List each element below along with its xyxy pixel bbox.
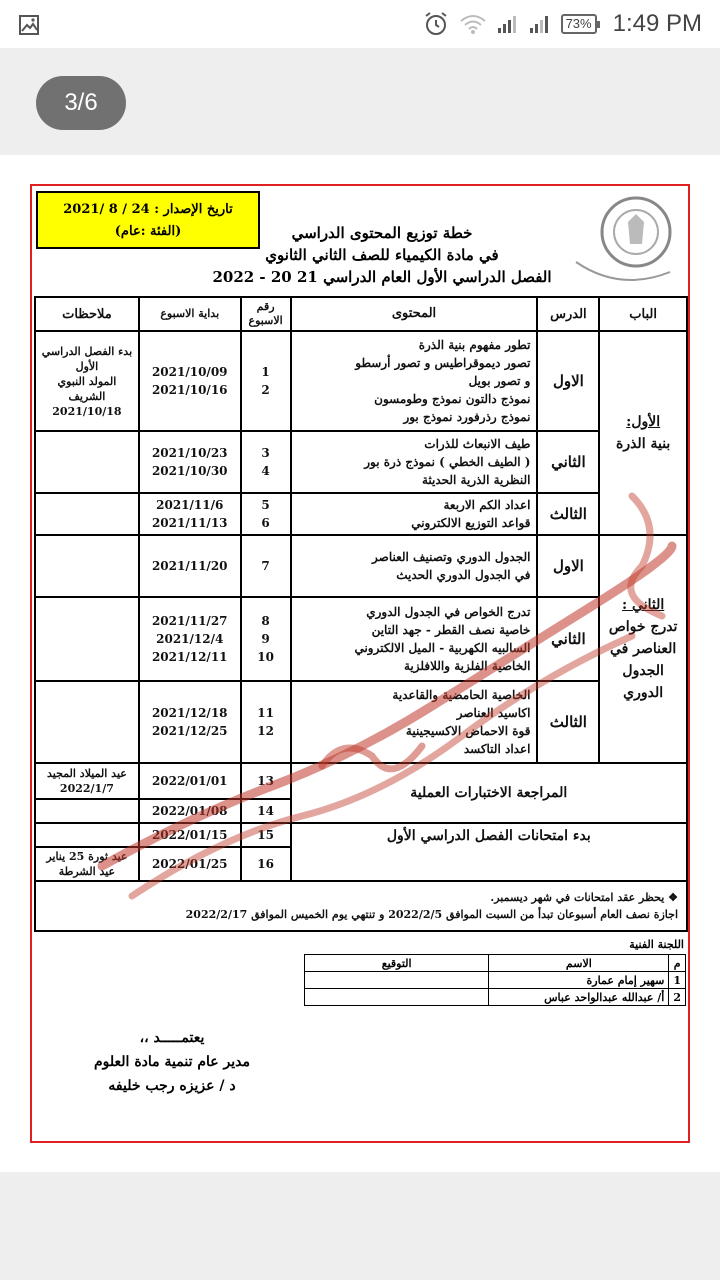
week-date: 2021/11/20 bbox=[151, 559, 228, 573]
content-cell bbox=[291, 493, 538, 535]
lesson-cell: الاول bbox=[537, 535, 599, 597]
week-cell bbox=[241, 681, 291, 763]
week-number: 3 bbox=[261, 446, 270, 460]
page-indicator[interactable]: 3/6 bbox=[36, 76, 126, 130]
category: (الفئة :عام) bbox=[114, 224, 182, 239]
unit-name: الأول: bbox=[626, 414, 661, 430]
week-number: 7 bbox=[261, 559, 270, 573]
content-line: خاصية نصف القطر - جهد التاين bbox=[371, 623, 531, 637]
signal-icon bbox=[497, 14, 519, 34]
member-signature bbox=[305, 989, 489, 1006]
notes-cell bbox=[35, 847, 139, 881]
table-row bbox=[35, 597, 687, 681]
week-date: 2021/11/27 bbox=[151, 614, 228, 628]
date-cell bbox=[139, 331, 241, 431]
unit-topic: تدرج خواص العناصر في الجدول الدوري bbox=[608, 619, 678, 701]
week-number: 2 bbox=[261, 383, 270, 397]
content-line: و تصور بويل bbox=[468, 374, 531, 388]
alarm-icon bbox=[423, 11, 449, 37]
content-line: نموذج دالتون نموذج وطومسون bbox=[374, 392, 531, 406]
review-title: المراجعة الاختبارات العملية bbox=[291, 763, 687, 823]
week-date: 2021/10/30 bbox=[151, 464, 228, 478]
title-line: في مادة الكيمياء للصف الثاني الثانوي bbox=[265, 246, 499, 264]
committee-header-name: الاسم bbox=[489, 955, 669, 972]
week-number: 8 bbox=[261, 614, 270, 628]
week-cell bbox=[241, 431, 291, 493]
signature-line: د / عزيزه رجب خليفه bbox=[108, 1078, 236, 1094]
unit-name: الثاني : bbox=[622, 597, 665, 613]
title-line: خطة توزيع المحتوى الدراسي bbox=[291, 224, 473, 242]
notes-cell bbox=[35, 799, 139, 823]
document-page[interactable] bbox=[0, 155, 720, 1172]
date-cell bbox=[139, 597, 241, 681]
note-line: بدء الفصل الدراسي bbox=[41, 344, 133, 358]
week-cell bbox=[241, 597, 291, 681]
date-cell bbox=[139, 681, 241, 763]
footnote-line: اجازة نصف العام أسبوعان تبدأ من السبت الموافق 2022/2/5 و تنتهي يوم الخميس الموافق 2022/2/17 bbox=[185, 908, 678, 921]
committee-table bbox=[304, 954, 686, 1006]
table-row bbox=[35, 331, 687, 431]
committee-header-num: م bbox=[669, 955, 686, 972]
lesson-cell: الثاني bbox=[537, 431, 599, 493]
date-cell: 2022/01/01 bbox=[139, 763, 241, 799]
content-line: قواعد التوزيع الالكتروني bbox=[411, 516, 531, 530]
date-cell: 2022/01/25 bbox=[139, 847, 241, 881]
content-line: تطور مفهوم بنية الذرة bbox=[418, 338, 531, 352]
member-num: 1 bbox=[669, 972, 686, 989]
status-bar bbox=[0, 0, 720, 48]
committee-label: اللجنة الفنية bbox=[629, 938, 684, 951]
content-cell bbox=[291, 681, 538, 763]
content-line: تصور ديموقراطيس و تصور أرسطو bbox=[355, 356, 531, 370]
header-bab: الباب bbox=[599, 297, 687, 331]
footnotes-row bbox=[35, 881, 687, 931]
content-cell bbox=[291, 431, 538, 493]
committee-header-signature: التوقيع bbox=[305, 955, 489, 972]
lesson-cell: الثاني bbox=[537, 597, 599, 681]
header-week-start: بداية الاسبوع bbox=[139, 297, 241, 331]
date-cell: 2022/01/15 bbox=[139, 823, 241, 847]
document-frame bbox=[30, 184, 690, 1143]
note-line: عيد الشرطة bbox=[58, 865, 116, 878]
header-content: المحتوى bbox=[291, 297, 538, 331]
content-line: الخاصية الفلزية واللافلزية bbox=[403, 659, 531, 673]
content-cell bbox=[291, 597, 538, 681]
unit-cell bbox=[599, 331, 687, 535]
week-date: 2021/10/09 bbox=[151, 365, 228, 379]
date-cell bbox=[139, 431, 241, 493]
date-cell bbox=[139, 535, 241, 597]
week-date: 2021/11/13 bbox=[151, 516, 228, 530]
week-date: 2021/12/11 bbox=[151, 650, 228, 664]
table-row bbox=[35, 681, 687, 763]
week-number: 4 bbox=[261, 464, 270, 478]
member-name: أ/ عبدالله عبدالواحد عباس bbox=[489, 989, 669, 1006]
content-line: اعداد الكم الاربعة bbox=[443, 498, 531, 512]
notes-cell bbox=[35, 535, 139, 597]
document-title bbox=[212, 222, 552, 288]
week-date: 2021/12/18 bbox=[151, 706, 228, 720]
week-number: 1 bbox=[261, 365, 270, 379]
lesson-cell: الاول bbox=[537, 331, 599, 431]
signal-icon bbox=[529, 14, 551, 34]
content-line: النظرية الذرية الحديثة bbox=[421, 473, 531, 487]
week-date: 2021/10/16 bbox=[151, 383, 228, 397]
committee-header-row bbox=[305, 955, 686, 972]
week-number: 10 bbox=[257, 650, 274, 664]
member-num: 2 bbox=[669, 989, 686, 1006]
note-line: 2022/1/7 bbox=[59, 782, 114, 795]
content-line: اعداد التاكسد bbox=[463, 742, 531, 756]
week-cell: 16 bbox=[241, 847, 291, 881]
table-row bbox=[305, 972, 686, 989]
member-signature bbox=[305, 972, 489, 989]
week-date: 2021/12/25 bbox=[151, 724, 228, 738]
date-cell: 2022/01/08 bbox=[139, 799, 241, 823]
content-cell bbox=[291, 535, 538, 597]
table-row bbox=[35, 493, 687, 535]
table-row bbox=[305, 989, 686, 1006]
note-line: الأول bbox=[75, 359, 99, 373]
content-plan-table bbox=[34, 296, 688, 932]
table-row bbox=[35, 823, 687, 847]
notes-cell bbox=[35, 763, 139, 799]
week-number: 5 bbox=[261, 498, 270, 512]
approval-signature bbox=[72, 1026, 272, 1098]
content-line: الجدول الدوري وتصنيف العناصر bbox=[372, 550, 531, 564]
week-cell bbox=[241, 331, 291, 431]
table-row bbox=[35, 763, 687, 799]
member-name: سهير إمام عمارة bbox=[489, 972, 669, 989]
signature-line: يعتمـــــد ،، bbox=[139, 1030, 205, 1046]
header-lesson: الدرس bbox=[537, 297, 599, 331]
week-cell: 14 bbox=[241, 799, 291, 823]
gallery-icon bbox=[18, 14, 40, 36]
header-notes: ملاحظات bbox=[35, 297, 139, 331]
notes-cell bbox=[35, 493, 139, 535]
unit-cell bbox=[599, 535, 687, 763]
footnotes-cell bbox=[35, 881, 687, 931]
content-line: السالبيه الكهربية - الميل الالكتروني bbox=[354, 641, 531, 655]
notes-cell bbox=[35, 431, 139, 493]
table-row bbox=[35, 431, 687, 493]
notes-cell bbox=[35, 597, 139, 681]
content-line: اكاسيد العناصر bbox=[456, 706, 531, 720]
week-cell bbox=[241, 493, 291, 535]
wifi-icon bbox=[459, 13, 487, 35]
content-line: نموذج رذرفورد نموذج بور bbox=[403, 410, 531, 424]
battery-icon: 73% bbox=[561, 14, 597, 34]
date-cell bbox=[139, 493, 241, 535]
content-cell bbox=[291, 331, 538, 431]
note-line: الشريف bbox=[68, 389, 106, 403]
week-cell: 15 bbox=[241, 823, 291, 847]
footnote-line: ❖ يحظر عقد امتحانات في شهر ديسمبر. bbox=[490, 891, 678, 904]
signature-line: مدير عام تنمية مادة العلوم bbox=[94, 1054, 250, 1070]
content-line: الخاصية الحامضية والقاعدية bbox=[392, 688, 531, 702]
ministry-logo-icon bbox=[570, 192, 680, 288]
table-row bbox=[35, 535, 687, 597]
note-line: 2021/10/18 bbox=[52, 404, 122, 418]
week-date: 2021/10/23 bbox=[151, 446, 228, 460]
content-line: في الجدول الدوري الحديث bbox=[396, 568, 531, 582]
week-number: 6 bbox=[261, 516, 270, 530]
table-header-row bbox=[35, 297, 687, 331]
header-week-num: رقم الاسبوع bbox=[241, 297, 291, 331]
note-line: عيد ثورة 25 يناير bbox=[46, 850, 128, 863]
notes-cell bbox=[35, 331, 139, 431]
notes-cell bbox=[35, 823, 139, 847]
title-line: الفصل الدراسي الأول العام الدراسي 21 20 - 2022 bbox=[212, 268, 552, 286]
content-line: تدرج الخواص في الجدول الدوري bbox=[366, 605, 531, 619]
lesson-cell: الثالث bbox=[537, 681, 599, 763]
note-line: عيد الميلاد المجيد bbox=[47, 767, 127, 780]
week-number: 12 bbox=[257, 724, 274, 738]
week-number: 9 bbox=[261, 632, 270, 646]
week-date: 2021/12/4 bbox=[156, 632, 224, 646]
issue-date: تاريخ الإصدار : 24 / 8 /2021 bbox=[63, 202, 233, 217]
viewer-footer bbox=[0, 1172, 720, 1280]
exams-title: بدء امتحانات الفصل الدراسي الأول bbox=[291, 823, 687, 881]
week-cell bbox=[241, 535, 291, 597]
week-date: 2021/11/6 bbox=[156, 498, 224, 512]
unit-topic: بنية الذرة bbox=[615, 436, 671, 452]
content-line: طيف الانبعاث للذرات bbox=[424, 437, 531, 451]
note-line: المولد النبوي bbox=[57, 374, 117, 388]
content-line: قوة الاحماض الاكسيجينية bbox=[405, 724, 531, 738]
notes-cell bbox=[35, 681, 139, 763]
week-number: 11 bbox=[257, 706, 274, 720]
content-line: ( الطيف الخطي ) نموذج ذرة بور bbox=[364, 455, 531, 469]
lesson-cell: الثالث bbox=[537, 493, 599, 535]
clock: 1:49 PM bbox=[612, 10, 702, 37]
week-cell: 13 bbox=[241, 763, 291, 799]
